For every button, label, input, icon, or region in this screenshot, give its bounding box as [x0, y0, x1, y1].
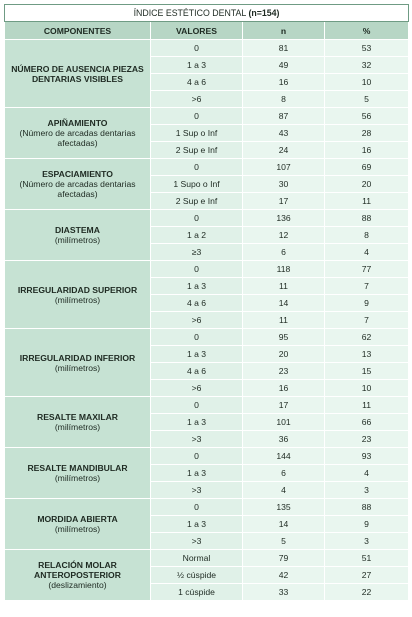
- value-cell: 0: [151, 108, 243, 125]
- percent-cell: 3: [325, 533, 409, 550]
- count-cell: 30: [243, 176, 325, 193]
- count-cell: 6: [243, 244, 325, 261]
- table-row: [5, 159, 409, 176]
- percent-cell: 27: [325, 567, 409, 584]
- count-cell: 16: [243, 74, 325, 91]
- table-body: [5, 40, 409, 601]
- table-row: [5, 499, 409, 516]
- value-cell: 4 a 6: [151, 74, 243, 91]
- table-row: [5, 550, 409, 567]
- value-cell: 0: [151, 397, 243, 414]
- component-unit: (Número de arcadas dentarias afectadas): [19, 179, 136, 199]
- value-cell: ≥3: [151, 244, 243, 261]
- value-cell: 0: [151, 159, 243, 176]
- count-cell: 42: [243, 567, 325, 584]
- percent-cell: 4: [325, 244, 409, 261]
- value-cell: 4 a 6: [151, 363, 243, 380]
- value-cell: >3: [151, 533, 243, 550]
- percent-cell: 8: [325, 227, 409, 244]
- percent-cell: 16: [325, 142, 409, 159]
- value-cell: 1 a 3: [151, 57, 243, 74]
- count-cell: 6: [243, 465, 325, 482]
- percent-cell: 28: [325, 125, 409, 142]
- component-name: IRREGULARIDAD INFERIOR: [19, 352, 136, 363]
- component-unit: (Número de arcadas dentarias afectadas): [19, 128, 136, 148]
- value-cell: 0: [151, 210, 243, 227]
- count-cell: 101: [243, 414, 325, 431]
- table-wrapper: [4, 4, 408, 601]
- value-cell: ½ cúspide: [151, 567, 243, 584]
- value-cell: >6: [151, 91, 243, 108]
- count-cell: 81: [243, 40, 325, 57]
- value-cell: >6: [151, 380, 243, 397]
- count-cell: 4: [243, 482, 325, 499]
- percent-cell: 69: [325, 159, 409, 176]
- component-cell: [5, 108, 151, 159]
- dental-aesthetic-index-table: [4, 4, 409, 601]
- percent-cell: 77: [325, 261, 409, 278]
- component-cell: [5, 210, 151, 261]
- component-unit: (milímetros): [54, 473, 101, 483]
- header-percent: %: [325, 22, 409, 40]
- percent-cell: 5: [325, 91, 409, 108]
- percent-cell: 53: [325, 40, 409, 57]
- value-cell: 0: [151, 448, 243, 465]
- value-cell: 1 Supo o Inf: [151, 176, 243, 193]
- percent-cell: 88: [325, 210, 409, 227]
- percent-cell: 56: [325, 108, 409, 125]
- count-cell: 23: [243, 363, 325, 380]
- percent-cell: 7: [325, 278, 409, 295]
- component-name: RESALTE MANDIBULAR: [27, 463, 128, 473]
- component-unit: (deslizamiento): [48, 580, 107, 590]
- value-cell: 0: [151, 261, 243, 278]
- header-valores: VALORES: [151, 22, 243, 40]
- header-componentes: COMPONENTES: [5, 22, 151, 40]
- component-cell: [5, 261, 151, 329]
- header-n: n: [243, 22, 325, 40]
- count-cell: 144: [243, 448, 325, 465]
- count-cell: 11: [243, 278, 325, 295]
- component-cell: [5, 550, 151, 601]
- percent-cell: 9: [325, 295, 409, 312]
- count-cell: 8: [243, 91, 325, 108]
- component-unit: (milímetros): [54, 294, 101, 305]
- table-row: [5, 108, 409, 125]
- count-cell: 16: [243, 380, 325, 397]
- count-cell: 20: [243, 346, 325, 363]
- count-cell: 12: [243, 227, 325, 244]
- value-cell: 2 Sup e Inf: [151, 193, 243, 210]
- count-cell: 87: [243, 108, 325, 125]
- value-cell: 1 Sup o Inf: [151, 125, 243, 142]
- value-cell: >3: [151, 431, 243, 448]
- value-cell: 4 a 6: [151, 295, 243, 312]
- value-cell: 1 a 3: [151, 516, 243, 533]
- percent-cell: 10: [325, 74, 409, 91]
- component-cell: [5, 329, 151, 397]
- table-title-row: [5, 5, 409, 22]
- component-name: MORDIDA ABIERTA: [37, 514, 118, 524]
- table-row: [5, 329, 409, 346]
- percent-cell: 32: [325, 57, 409, 74]
- count-cell: 33: [243, 584, 325, 601]
- count-cell: 49: [243, 57, 325, 74]
- count-cell: 14: [243, 295, 325, 312]
- count-cell: 24: [243, 142, 325, 159]
- component-unit: (milímetros): [54, 524, 101, 534]
- component-name: APIÑAMIENTO: [47, 118, 108, 128]
- component-cell: [5, 159, 151, 210]
- component-name: IRREGULARIDAD SUPERIOR: [17, 284, 138, 295]
- table-title: [5, 5, 409, 22]
- count-cell: 5: [243, 533, 325, 550]
- component-unit: (milímetros): [54, 422, 101, 432]
- percent-cell: 4: [325, 465, 409, 482]
- count-cell: 43: [243, 125, 325, 142]
- component-cell: [5, 499, 151, 550]
- component-cell: [5, 397, 151, 448]
- table-title-text: ÍNDICE ESTÉTICO DENTAL: [133, 8, 249, 18]
- count-cell: 107: [243, 159, 325, 176]
- table-row: [5, 448, 409, 465]
- value-cell: 1 cúspide: [151, 584, 243, 601]
- value-cell: 0: [151, 499, 243, 516]
- percent-cell: 88: [325, 499, 409, 516]
- value-cell: 1 a 3: [151, 414, 243, 431]
- percent-cell: 9: [325, 516, 409, 533]
- percent-cell: 51: [325, 550, 409, 567]
- percent-cell: 10: [325, 380, 409, 397]
- count-cell: 11: [243, 312, 325, 329]
- percent-cell: 62: [325, 329, 409, 346]
- table-header-row: [5, 22, 409, 40]
- value-cell: >6: [151, 312, 243, 329]
- count-cell: 14: [243, 516, 325, 533]
- value-cell: Normal: [151, 550, 243, 567]
- percent-cell: 66: [325, 414, 409, 431]
- component-unit: (milímetros): [54, 235, 101, 245]
- component-name: DIASTEMA: [55, 225, 100, 235]
- table-row: [5, 40, 409, 57]
- component-unit: (milímetros): [54, 362, 101, 373]
- percent-cell: 11: [325, 397, 409, 414]
- count-cell: 136: [243, 210, 325, 227]
- percent-cell: 11: [325, 193, 409, 210]
- count-cell: 17: [243, 397, 325, 414]
- value-cell: >3: [151, 482, 243, 499]
- value-cell: 1 a 3: [151, 278, 243, 295]
- component-name: NÚMERO DE AUSENCIA PIEZAS DENTARIAS VISIBLES: [11, 63, 144, 84]
- percent-cell: 93: [325, 448, 409, 465]
- value-cell: 2 Sup e Inf: [151, 142, 243, 159]
- percent-cell: 22: [325, 584, 409, 601]
- percent-cell: 15: [325, 363, 409, 380]
- value-cell: 1 a 2: [151, 227, 243, 244]
- value-cell: 0: [151, 40, 243, 57]
- value-cell: 0: [151, 329, 243, 346]
- component-name: RELACIÓN MOLAR ANTEROPOSTERIOR: [34, 560, 121, 580]
- component-cell: [5, 40, 151, 108]
- table-row: [5, 397, 409, 414]
- table-row: [5, 261, 409, 278]
- count-cell: 118: [243, 261, 325, 278]
- count-cell: 135: [243, 499, 325, 516]
- percent-cell: 3: [325, 482, 409, 499]
- value-cell: 1 a 3: [151, 346, 243, 363]
- count-cell: 36: [243, 431, 325, 448]
- percent-cell: 7: [325, 312, 409, 329]
- table-row: [5, 210, 409, 227]
- percent-cell: 20: [325, 176, 409, 193]
- count-cell: 17: [243, 193, 325, 210]
- table-title-count: (n=154): [248, 8, 280, 18]
- component-name: ESPACIAMIENTO: [42, 169, 113, 179]
- component-name: RESALTE MAXILAR: [36, 412, 118, 422]
- count-cell: 79: [243, 550, 325, 567]
- percent-cell: 13: [325, 346, 409, 363]
- count-cell: 95: [243, 329, 325, 346]
- value-cell: 1 a 3: [151, 465, 243, 482]
- percent-cell: 23: [325, 431, 409, 448]
- component-cell: [5, 448, 151, 499]
